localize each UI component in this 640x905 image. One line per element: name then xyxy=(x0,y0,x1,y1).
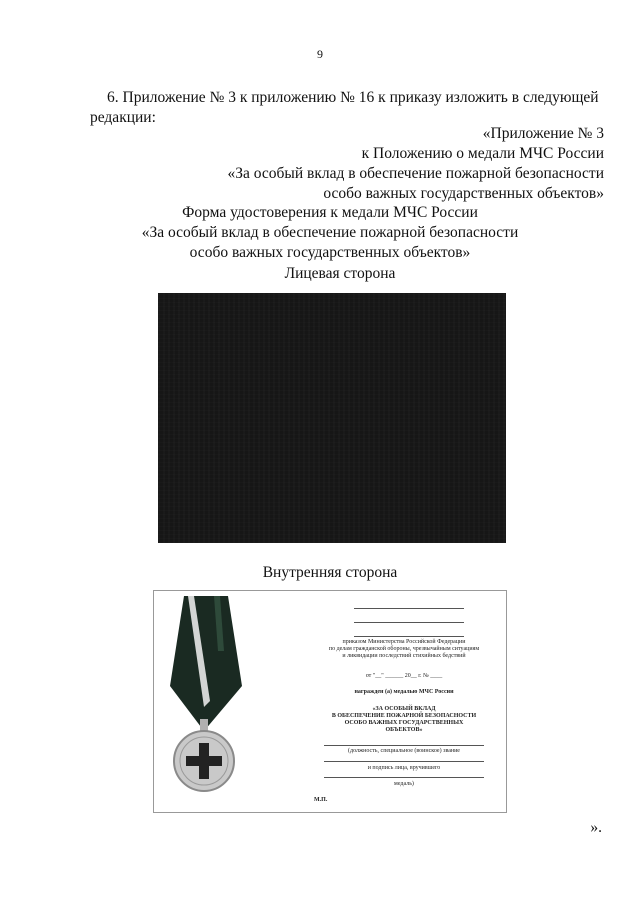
medal-name-line-4: ОБЪЕКТОВ» xyxy=(385,727,423,733)
appendix-line-3: «За особый вклад в обеспечение пожарной безопасности xyxy=(227,165,604,182)
front-side-label: Лицевая сторона xyxy=(284,265,396,282)
medal-caption: медаль) xyxy=(394,781,414,787)
certificate-cover-image xyxy=(158,293,506,543)
blank-line-5 xyxy=(324,761,484,762)
medal-ribbon xyxy=(170,596,242,731)
appendix-line-2: к Положению о медали МЧС России xyxy=(361,145,604,162)
form-title-line-1: Форма удостоверения к медали МЧС России xyxy=(182,204,478,221)
blank-line-4 xyxy=(324,745,484,746)
medal-name-line-1: «ЗА ОСОБЫЙ ВКЛАД xyxy=(372,706,436,712)
order-line-2: по делам гражданской обороны, чрезвычайным ситуациям xyxy=(328,646,480,652)
closing-quote: ». xyxy=(590,819,602,836)
certificate-inner-side xyxy=(153,590,507,813)
order-line-1: приказом Министерства Российской Федерации xyxy=(342,639,466,645)
inner-side-label: Внутренняя сторона xyxy=(262,564,398,581)
order-line-3: и ликвидации последствий стихийных бедствий xyxy=(342,653,466,659)
blank-line-1 xyxy=(354,608,464,609)
blank-line-2 xyxy=(354,622,464,623)
appendix-header xyxy=(228,124,605,204)
form-title-line-2: «За особый вклад в обеспечение пожарной безопасности xyxy=(141,224,519,241)
appendix-line-1: «Приложение № 3 xyxy=(482,125,604,142)
awarded-line: награжден (а) медалью МЧС России xyxy=(354,689,454,695)
paragraph-line-1: 6. Приложение № 3 к приложению № 16 к приказу изложить в следующей xyxy=(107,89,599,106)
medal-name-line-3: ОСОБО ВАЖНЫХ ГОСУДАРСТВЕННЫХ xyxy=(344,720,464,726)
signature-caption: и подпись лица, вручившего xyxy=(367,765,441,771)
position-caption: (должность, специальное (воинское) звание xyxy=(348,748,460,754)
stamp-label: М.П. xyxy=(314,797,328,803)
form-title-line-3: особо важных государственных объектов» xyxy=(189,244,471,261)
medal-name-line-2: В ОБЕСПЕЧЕНИЕ ПОЖАРНОЙ БЕЗОПАСНОСТИ xyxy=(331,713,477,719)
amendment-paragraph xyxy=(90,88,610,128)
appendix-line-4: особо важных государственных объектов» xyxy=(323,185,604,202)
date-line: от "__" ______ 20__ г. № ____ xyxy=(365,673,443,679)
blank-line-3 xyxy=(354,636,464,637)
page-number: 9 xyxy=(317,47,323,61)
paragraph-line-2: редакции: xyxy=(90,109,156,126)
blank-line-6 xyxy=(324,777,484,778)
form-title xyxy=(140,203,520,263)
